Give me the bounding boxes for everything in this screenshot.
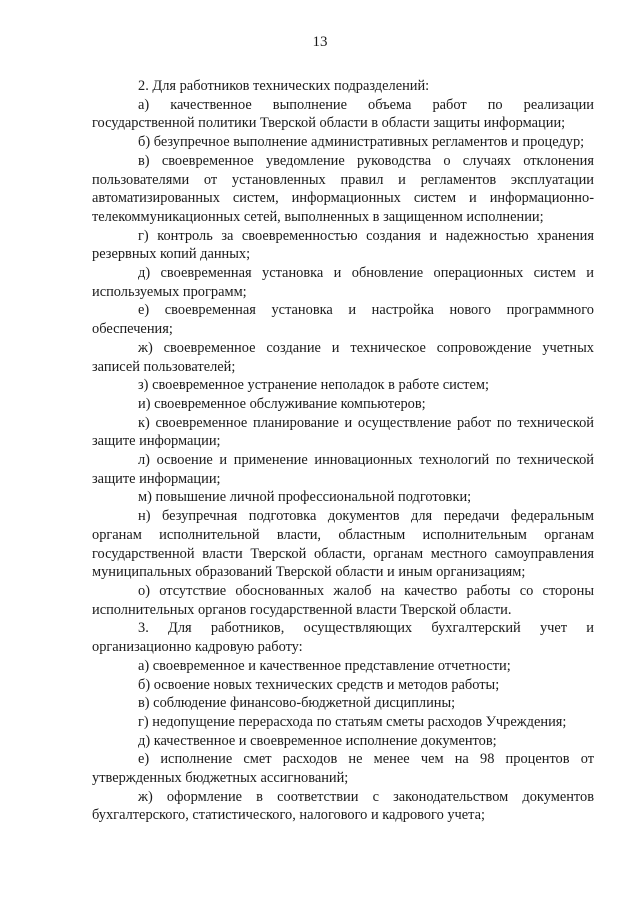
list-item-b-accounting: б) освоение новых технических средств и методов работы; [138,676,500,693]
document-body [92,77,594,825]
list-item-v: в) своевременное уведомление руководства о случаях отклонения пользователями от установленных правил и регламентов эксплуатации автоматизированных систем, информационных систем и информационно-телекоммуникационных сетей, выполненных в защищенном исполнении; [92,152,594,225]
list-item-e-accounting: е) исполнение смет расходов не менее чем на 98 процентов от утвержденных бюджетных ассигнований; [92,751,594,787]
list-item-m: м) повышение личной профессиональной подготовки; [138,489,472,506]
list-item-z: з) своевременное устранение неполадок в работе систем; [138,377,489,394]
list-item-d-accounting: д) качественное и своевременное исполнение документов; [138,732,497,749]
section-heading-accounting: 3. Для работников, осуществляющих бухгалтерский учет и организационно кадровую работу: [92,620,594,656]
list-item-o: о) отсутствие обоснованных жалоб на качество работы со стороны исполнительных органов государственной власти Тверской области. [92,582,594,618]
list-item-n: н) безупречная подготовка документов для передачи федеральным органам исполнительной власти, областным исполнительным органам государственной власти Тверской области, органам местного самоуправления муниципальных образований Тверской области и иным организациям; [92,508,594,581]
list-item-l: л) освоение и применение инновационных технологий по технической защите информации; [92,452,594,487]
list-item-i: и) своевременное обслуживание компьютеров; [138,395,426,412]
list-item-zh: ж) своевременное создание и техническое сопровождение учетных записей пользователей; [92,339,594,375]
list-item-g-accounting: г) недопущение перерасхода по статьям сметы расходов Учреждения; [138,713,567,730]
list-item-b: б) безупречное выполнение административных регламентов и процедур; [138,134,585,151]
list-item-e: е) своевременная установка и настройка нового программного обеспечения; [92,302,594,338]
page-number: 13 [312,34,328,50]
section-heading-technical: 2. Для работников технических подразделений: [138,78,430,94]
list-item-zh-accounting: ж) оформление в соответствии с законодательством документов бухгалтерского, статистического, налогового и кадрового учета; [92,788,594,824]
list-item-k: к) своевременное планирование и осуществление работ по технической защите информации; [92,414,594,450]
list-item-d: д) своевременная установка и обновление операционных систем и используемых программ; [92,265,594,300]
list-item-a: а) качественное выполнение объема работ по реализации государственной политики Тверской области в области защиты информации; [92,96,594,132]
list-item-g: г) контроль за своевременностью создания и надежностью хранения резервных копий данных; [92,227,594,263]
list-item-v-accounting: в) соблюдение финансово-бюджетной дисциплины; [138,695,456,712]
list-item-a-accounting: а) своевременное и качественное представление отчетности; [138,657,511,674]
